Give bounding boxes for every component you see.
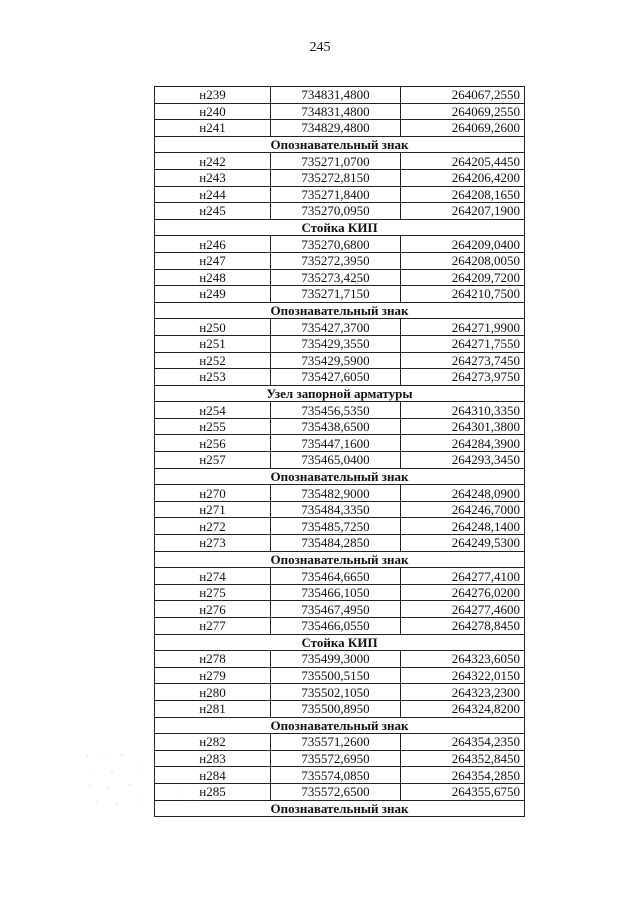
point-id-cell: н256 (155, 435, 271, 452)
point-id-cell: н271 (155, 501, 271, 518)
table-row (155, 767, 525, 784)
x-coordinate-cell: 735447,1600 (271, 435, 401, 452)
table-row (155, 501, 525, 518)
point-id-cell: н242 (155, 153, 271, 170)
x-coordinate-cell: 735500,5150 (271, 667, 401, 684)
y-coordinate-cell: 264301,3800 (401, 418, 525, 435)
x-coordinate-cell: 734831,4800 (271, 87, 401, 104)
x-coordinate-cell: 735456,5350 (271, 402, 401, 419)
y-coordinate-cell: 264207,1900 (401, 203, 525, 220)
point-id-cell: н252 (155, 352, 271, 369)
section-header-row (155, 717, 525, 734)
point-id-cell: н243 (155, 169, 271, 186)
table-row (155, 352, 525, 369)
point-id-cell: н245 (155, 203, 271, 220)
section-title: Узел запорной арматуры (155, 385, 525, 402)
scan-noise (82, 752, 202, 812)
point-id-cell: н253 (155, 369, 271, 386)
section-header-row (155, 385, 525, 402)
point-id-cell: н249 (155, 286, 271, 303)
table-row (155, 700, 525, 717)
point-id-cell: н246 (155, 236, 271, 253)
point-id-cell: н244 (155, 186, 271, 203)
x-coordinate-cell: 735502,1050 (271, 684, 401, 701)
table-row (155, 601, 525, 618)
section-header-row (155, 800, 525, 817)
y-coordinate-cell: 264210,7500 (401, 286, 525, 303)
y-coordinate-cell: 264276,0200 (401, 584, 525, 601)
point-id-cell: н281 (155, 700, 271, 717)
section-header-row (155, 136, 525, 153)
x-coordinate-cell: 735271,8400 (271, 186, 401, 203)
point-id-cell: н283 (155, 750, 271, 767)
point-id-cell: н257 (155, 452, 271, 469)
x-coordinate-cell: 735485,7250 (271, 518, 401, 535)
point-id-cell: н251 (155, 335, 271, 352)
x-coordinate-cell: 735467,4950 (271, 601, 401, 618)
y-coordinate-cell: 264246,7000 (401, 501, 525, 518)
table-row (155, 734, 525, 751)
x-coordinate-cell: 735466,1050 (271, 584, 401, 601)
x-coordinate-cell: 735429,5900 (271, 352, 401, 369)
table-row (155, 87, 525, 104)
x-coordinate-cell: 735273,4250 (271, 269, 401, 286)
x-coordinate-cell: 735438,6500 (271, 418, 401, 435)
y-coordinate-cell: 264248,1400 (401, 518, 525, 535)
point-id-cell: н248 (155, 269, 271, 286)
table-row (155, 750, 525, 767)
point-id-cell: н254 (155, 402, 271, 419)
point-id-cell: н239 (155, 87, 271, 104)
x-coordinate-cell: 735271,0700 (271, 153, 401, 170)
x-coordinate-cell: 735482,9000 (271, 485, 401, 502)
y-coordinate-cell: 264209,0400 (401, 236, 525, 253)
y-coordinate-cell: 264293,3450 (401, 452, 525, 469)
y-coordinate-cell: 264278,8450 (401, 618, 525, 635)
x-coordinate-cell: 735272,8150 (271, 169, 401, 186)
table-row (155, 684, 525, 701)
x-coordinate-cell: 735464,6650 (271, 568, 401, 585)
point-id-cell: н279 (155, 667, 271, 684)
x-coordinate-cell: 735572,6500 (271, 783, 401, 800)
y-coordinate-cell: 264271,7550 (401, 335, 525, 352)
section-title: Стойка КИП (155, 634, 525, 651)
table-row (155, 584, 525, 601)
table-row (155, 568, 525, 585)
table-row (155, 618, 525, 635)
y-coordinate-cell: 264324,8200 (401, 700, 525, 717)
section-title: Опознавательный знак (155, 302, 525, 319)
point-id-cell: н240 (155, 103, 271, 120)
y-coordinate-cell: 264323,6050 (401, 651, 525, 668)
table-row (155, 667, 525, 684)
table-row (155, 236, 525, 253)
point-id-cell: н247 (155, 252, 271, 269)
section-title: Опознавательный знак (155, 468, 525, 485)
table-row (155, 153, 525, 170)
y-coordinate-cell: 264355,6750 (401, 783, 525, 800)
y-coordinate-cell: 264322,0150 (401, 667, 525, 684)
point-id-cell: н275 (155, 584, 271, 601)
y-coordinate-cell: 264205,4450 (401, 153, 525, 170)
x-coordinate-cell: 735427,6050 (271, 369, 401, 386)
y-coordinate-cell: 264067,2550 (401, 87, 525, 104)
section-header-row (155, 634, 525, 651)
y-coordinate-cell: 264249,5300 (401, 535, 525, 552)
table-row (155, 335, 525, 352)
table-row (155, 169, 525, 186)
y-coordinate-cell: 264206,4200 (401, 169, 525, 186)
y-coordinate-cell: 264323,2300 (401, 684, 525, 701)
table-row (155, 402, 525, 419)
y-coordinate-cell: 264277,4100 (401, 568, 525, 585)
table-row (155, 103, 525, 120)
point-id-cell: н255 (155, 418, 271, 435)
table-row (155, 186, 525, 203)
table-row (155, 783, 525, 800)
x-coordinate-cell: 735500,8950 (271, 700, 401, 717)
coordinates-table (154, 86, 525, 817)
x-coordinate-cell: 735427,3700 (271, 319, 401, 336)
section-title: Опознавательный знак (155, 800, 525, 817)
section-title: Опознавательный знак (155, 136, 525, 153)
section-title: Опознавательный знак (155, 717, 525, 734)
y-coordinate-cell: 264352,8450 (401, 750, 525, 767)
y-coordinate-cell: 264354,2850 (401, 767, 525, 784)
point-id-cell: н280 (155, 684, 271, 701)
y-coordinate-cell: 264209,7200 (401, 269, 525, 286)
table-row (155, 485, 525, 502)
x-coordinate-cell: 735572,6950 (271, 750, 401, 767)
point-id-cell: н274 (155, 568, 271, 585)
x-coordinate-cell: 735429,3550 (271, 335, 401, 352)
point-id-cell: н250 (155, 319, 271, 336)
x-coordinate-cell: 735271,7150 (271, 286, 401, 303)
point-id-cell: н272 (155, 518, 271, 535)
x-coordinate-cell: 735272,3950 (271, 252, 401, 269)
table-row (155, 252, 525, 269)
table-row (155, 120, 525, 137)
point-id-cell: н278 (155, 651, 271, 668)
section-title: Опознавательный знак (155, 551, 525, 568)
point-id-cell: н273 (155, 535, 271, 552)
table-row (155, 535, 525, 552)
x-coordinate-cell: 735270,0950 (271, 203, 401, 220)
x-coordinate-cell: 735466,0550 (271, 618, 401, 635)
section-header-row (155, 302, 525, 319)
y-coordinate-cell: 264284,3900 (401, 435, 525, 452)
y-coordinate-cell: 264273,9750 (401, 369, 525, 386)
point-id-cell: н285 (155, 783, 271, 800)
table-row (155, 651, 525, 668)
x-coordinate-cell: 735484,3350 (271, 501, 401, 518)
x-coordinate-cell: 734831,4800 (271, 103, 401, 120)
table-row (155, 203, 525, 220)
x-coordinate-cell: 734829,4800 (271, 120, 401, 137)
coordinates-table-body (155, 87, 525, 817)
table-row (155, 269, 525, 286)
table-row (155, 418, 525, 435)
y-coordinate-cell: 264069,2550 (401, 103, 525, 120)
y-coordinate-cell: 264271,9900 (401, 319, 525, 336)
table-row (155, 319, 525, 336)
section-title: Стойка КИП (155, 219, 525, 236)
table-row (155, 518, 525, 535)
x-coordinate-cell: 735571,2600 (271, 734, 401, 751)
point-id-cell: н241 (155, 120, 271, 137)
section-header-row (155, 219, 525, 236)
y-coordinate-cell: 264310,3350 (401, 402, 525, 419)
table-row (155, 369, 525, 386)
x-coordinate-cell: 735499,3000 (271, 651, 401, 668)
section-header-row (155, 551, 525, 568)
point-id-cell: н276 (155, 601, 271, 618)
section-header-row (155, 468, 525, 485)
x-coordinate-cell: 735574,0850 (271, 767, 401, 784)
table-row (155, 286, 525, 303)
x-coordinate-cell: 735484,2850 (271, 535, 401, 552)
table-row (155, 452, 525, 469)
y-coordinate-cell: 264273,7450 (401, 352, 525, 369)
table-row (155, 435, 525, 452)
y-coordinate-cell: 264208,1650 (401, 186, 525, 203)
point-id-cell: н270 (155, 485, 271, 502)
x-coordinate-cell: 735465,0400 (271, 452, 401, 469)
point-id-cell: н284 (155, 767, 271, 784)
point-id-cell: н277 (155, 618, 271, 635)
y-coordinate-cell: 264248,0900 (401, 485, 525, 502)
point-id-cell: н282 (155, 734, 271, 751)
y-coordinate-cell: 264354,2350 (401, 734, 525, 751)
y-coordinate-cell: 264069,2600 (401, 120, 525, 137)
y-coordinate-cell: 264208,0050 (401, 252, 525, 269)
page-number: 245 (309, 40, 331, 55)
x-coordinate-cell: 735270,6800 (271, 236, 401, 253)
y-coordinate-cell: 264277,4600 (401, 601, 525, 618)
